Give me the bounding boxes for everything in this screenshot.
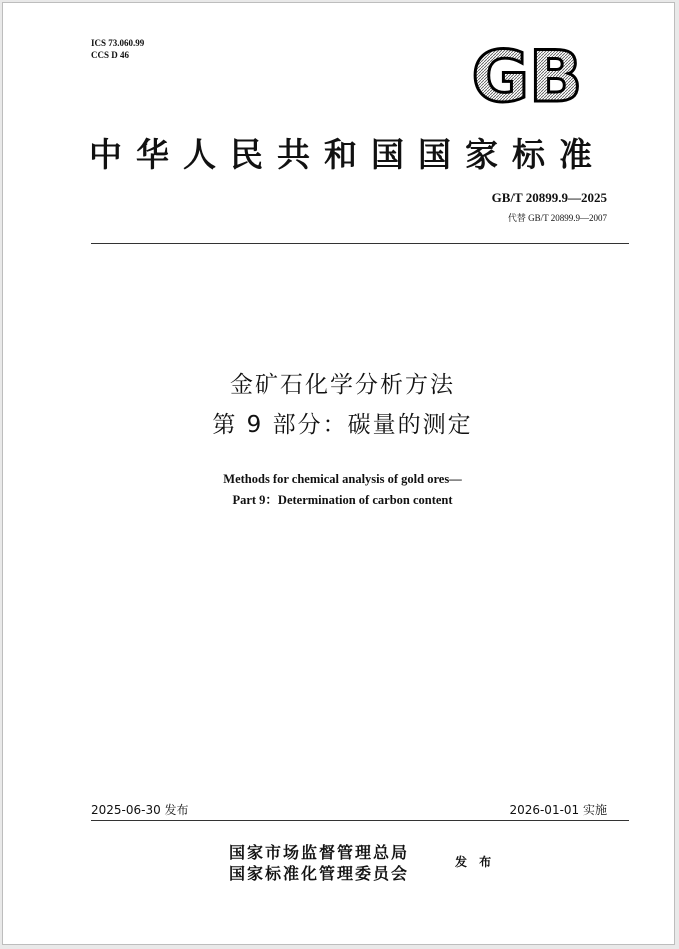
publish-label: 发 布: [455, 855, 496, 869]
gb-logo: [463, 41, 595, 107]
cn-title-line1: 金矿石化学分析方法: [230, 372, 455, 398]
issuing-authorities: [229, 842, 409, 884]
standard-number: GB/T 20899.9—2025: [491, 190, 607, 205]
replaces-standard: 代替 GB/T 20899.9—2007: [507, 213, 607, 223]
standard-type-title: 中华人民共和国国家标准: [89, 135, 606, 174]
gb-logo-text: GB: [471, 41, 583, 107]
en-title-line2: Part 9：Determination of carbon content: [232, 493, 453, 507]
ccs-code: CCS D 46: [91, 50, 130, 60]
footer-divider: [91, 820, 629, 821]
document-page: [2, 2, 675, 945]
cn-title-line2: 第 9 部分：碳量的测定: [212, 412, 473, 438]
publish-date: 2025-06-30 发布: [91, 803, 189, 817]
effective-date: 2026-01-01 实施: [509, 803, 607, 817]
classification-codes: [91, 37, 144, 61]
issuer-samr: 国家市场监督管理总局: [229, 843, 410, 862]
ics-code: ICS 73.060.99: [91, 38, 145, 48]
issuer-sac: 国家标准化管理委员会: [229, 864, 410, 883]
header-divider: [91, 243, 629, 244]
en-title-line1: Methods for chemical analysis of gold ores—: [223, 472, 462, 486]
